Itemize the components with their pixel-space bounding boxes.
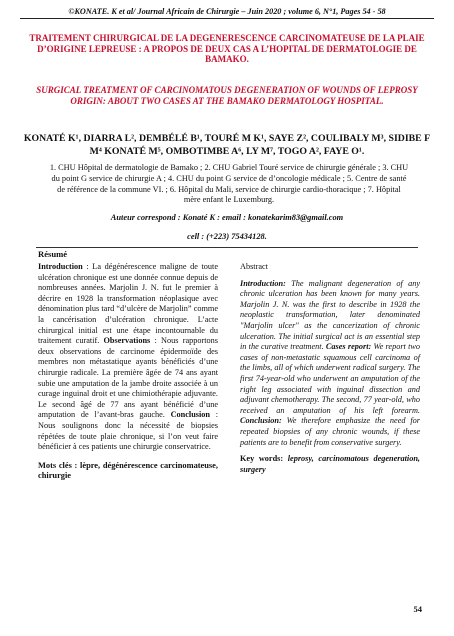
resume-concl-label: Conclusion xyxy=(170,410,210,420)
abstract-column xyxy=(240,262,420,475)
abstract-keywords-label: Key words: xyxy=(240,454,284,464)
abstract-concl-label: Conclusion: xyxy=(240,416,282,426)
title-french: TRAITEMENT CHIRURGICAL DE LA DEGENERESCENCE CARCINOMATEUSE DE LA PLAIE D’ORIGINE LEPREUSE : A PROPOS DE DEUX CAS A L’HOPITAL DE DERMATOLOGIE DE BAMAKO. xyxy=(29,33,425,65)
abstract-intro-label: Introduction: xyxy=(240,278,286,288)
abstract-case-label: Cases report: xyxy=(325,342,372,352)
abstract-case-text: We report two cases of non-metastatic squamous cell carcinoma of the limbs, all of which underwent radical surgery. The first 74-year-old who underwent an amputation of the right leg associated with inguinal dissection and adjuvant chemotherapy. The second, 77 year-old, who received an amputation of his left forearm. xyxy=(240,342,421,415)
resume-intro-text: : La dégénérescence maligne de toute ulcération chronique est une donnée connue depuis de nombreuses années. Marjolin J. N. fut le premier à décrire en 1928 la transformation néoplasique avec dénomination plus tard “d’ulcère de Marjolin” comme la cancérisation d’ulcération chronique. L’acte chirurgical initial est une étape incontournable du traitement curatif. xyxy=(38,262,218,346)
resume-body xyxy=(38,262,218,453)
abstract-keywords-value: leprosy, carcinomatous degeneration, surgery xyxy=(240,454,420,474)
resume-concl-text: : Nous soulignons donc la nécessité de biopsies répétées de toute plaie chronique, si l’on veut faire bénéficier à ces patients une chirurgie conservatrice. xyxy=(38,410,218,452)
abstract-intro-text: The malignant degeneration of any chronic ulceration has been known for many years. Marjolin J. N. was the first to describe in 1928 the neoplastic transformation, later denominated "Marjolin ulcer" as the cancerization of chronic ulceration. The initial surgical act is an essential step in the curative treatment. xyxy=(240,278,420,352)
running-head: ©KONATE. K et al/ Journal Africain de Chirurgie – Juin 2020 ; volume 6, N°1, Pages 54 - 58 xyxy=(20,7,434,19)
resume-keywords: Mots clés : lèpre, dégénérescence carcinomateuse, chirurgie xyxy=(38,460,218,481)
section-divider xyxy=(36,247,418,248)
abstract-concl-text: We therefore emphasize the need for repeated biopsies of any chronic wounds, if these patients are to benefit from conservative surgery. xyxy=(240,416,420,447)
affiliations: 1. CHU Hôpital de dermatologie de Bamako ; 2. CHU Gabriel Touré service de chirurgie générale ; 3. CHU du point G service de chirurgie A ; 4. CHU du point G service de d’oncologie médicale ; 5. Centre de santé de référence de la commune VI. ; 6. Hôpital du Mali, service de chirurgie cardio-thoracique ; 7. Hôpital mère enfant le Luxemburg. xyxy=(49,163,409,205)
resume-intro-label: Introduction xyxy=(38,262,83,271)
abstract-heading: Abstract xyxy=(240,262,268,271)
abstract-body xyxy=(240,279,420,449)
corresponding-author: Auteur correspond : Konaté K : email : konatekarim83@gmail.com xyxy=(110,213,344,222)
resume-obs-label: Observations xyxy=(103,336,151,346)
abstract-keywords xyxy=(240,454,420,475)
resume-heading: Résumé xyxy=(38,249,68,259)
resume-obs-text: : Nous rapportons deux observations de carcinome épidermoïde des membres non métastatique ayants bénéficiés d’une chirurgie radicale. La première âgée de 74 ans ayant subie une amputation de la jambe droite associée à un curage inguinal droit et une chimiothérapie adjuvante. Le second âgé de 77 ans ayant bénéficié d’une amputation de l’avant-bras gauche. xyxy=(38,336,218,420)
author-list: KONATÉ K¹, DIARRA L², DEMBÉLÉ B¹, TOURÉ M K¹, SAYE Z², COULIBALY M³, SIDIBE F M⁴ KONATÉ M⁵, OMBOTIMBE A⁶, LY M⁷, TOGO A², FAYE O¹. xyxy=(23,133,431,157)
resume-column xyxy=(38,262,218,482)
corresponding-phone: cell : (+223) 75434128. xyxy=(187,232,267,241)
page-number: 54 xyxy=(413,604,422,614)
title-english: SURGICAL TREATMENT OF CARCINOMATOUS DEGENERATION OF WOUNDS OF LEPROSY ORIGIN: ABOUT TWO CASES AT THE BAMAKO DERMATOLOGY HOSPITAL. xyxy=(36,85,418,106)
